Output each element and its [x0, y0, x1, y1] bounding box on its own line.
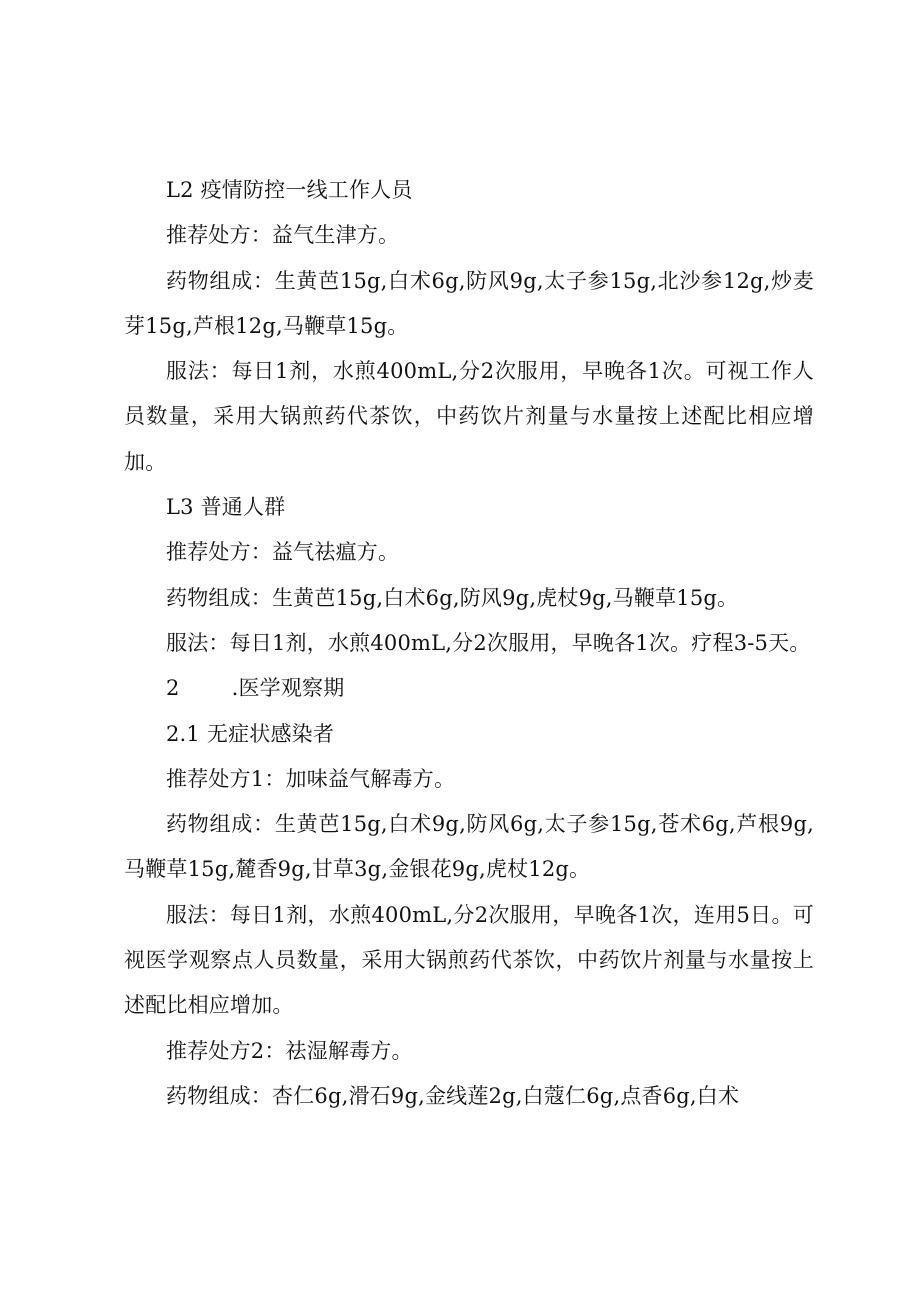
- composition-l2: 药物组成：生黄芭15g,白术6g,防风9g,太子参15g,北沙参12g,炒麦芽15g,芦根12g,马鞭草15g。: [124, 268, 814, 338]
- section-heading-l3: L3 普通人群: [166, 495, 286, 520]
- prescription-l3: 推荐处方：益气祛瘟方。: [166, 540, 400, 565]
- usage-l2: 服法：每日1剂，水煎400mL,分2次服用，早晚各1次。可视工作人员数量，采用大锅煎药代茶饮，中药饮片剂量与水量按上述配比相应增加。: [124, 359, 814, 474]
- composition-1: 药物组成：生黄芭15g,白术9g,防风6g,太子参15g,苍术6g,芦根9g,马鞭草15g,麓香9g,甘草3g,金银花9g,虎杖12g。: [124, 812, 814, 882]
- sub-heading-asymptomatic: 2.1 无症状感染者: [166, 721, 335, 746]
- composition-l3: 药物组成：生黄芭15g,白术6g,防风9g,虎杖9g,马鞭草15g。: [166, 585, 739, 610]
- document-body: [124, 168, 814, 1119]
- prescription-l2: 推荐处方：益气生津方。: [166, 223, 400, 248]
- usage-1: 服法：每日1剂，水煎400mL,分2次服用，早晚各1次，连用5日。可视医学观察点人员数量，采用大锅煎药代茶饮，中药饮片剂量与水量按上述配比相应增加。: [124, 902, 814, 1018]
- section-heading-observation: [124, 666, 814, 711]
- usage-l3: 服法：每日1剂，水煎400mL,分2次服用，早晚各1次。疗程3-5天。: [166, 630, 811, 655]
- prescription-1: 推荐处方1：加味益气解毒方。: [166, 766, 456, 791]
- section-number: 2: [166, 676, 180, 701]
- section-title: .医学观察期: [231, 676, 345, 701]
- prescription-2: 推荐处方2：祛湿解毒方。: [166, 1038, 413, 1063]
- composition-2: 药物组成：杏仁6g,滑石9g,金线莲2g,白蔻仁6g,点香6g,白术: [166, 1083, 740, 1108]
- section-heading-l2: L2 疫情防控一线工作人员: [166, 178, 413, 202]
